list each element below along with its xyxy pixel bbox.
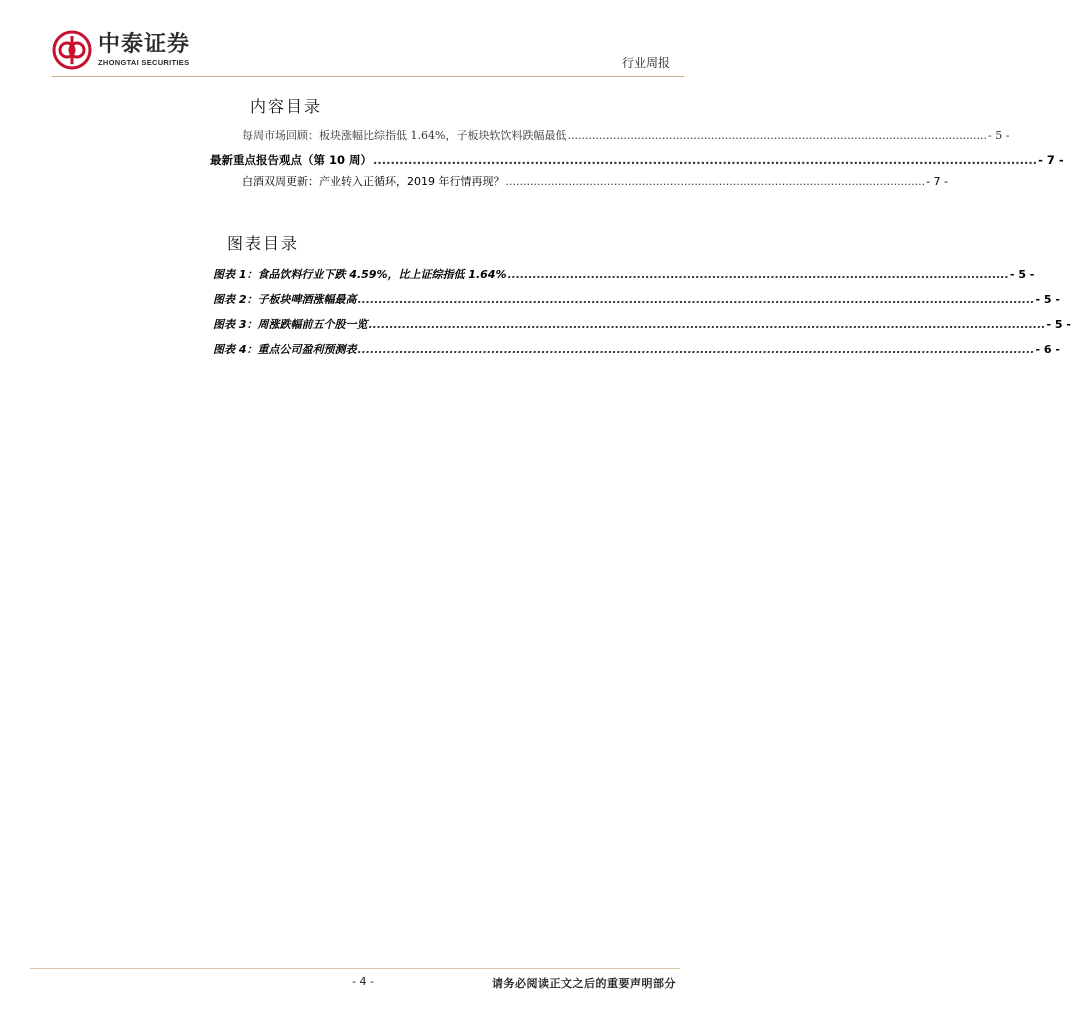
toc-entry-page: - 5 - <box>988 129 1010 142</box>
leader-dots: ........................................................................................................................ <box>567 129 988 142</box>
figure-entry[interactable] <box>213 291 1060 307</box>
toc-entry-label: 每周市场回顾：板块涨幅比综指低 1.64%，子板块软饮料跌幅最低 <box>242 129 567 142</box>
figure-entry[interactable] <box>213 316 1071 332</box>
toc-entry-label: 白酒双周更新：产业转入正循环，2019 年行情再现？ <box>242 175 505 188</box>
toc-heading: 内容目录 <box>250 97 323 116</box>
zhongtai-logo-icon <box>52 30 92 70</box>
toc-entry[interactable] <box>242 173 949 189</box>
leader-dots: .................................................................................................................................................................. <box>357 293 1035 306</box>
figure-entry-label: 图表 2：子板块啤酒涨幅最高 <box>213 293 357 306</box>
figure-entry[interactable] <box>213 266 1035 282</box>
report-type-label: 行业周报 <box>621 56 670 70</box>
figure-entry[interactable] <box>213 341 1060 357</box>
toc-entry-page: - 7 - <box>926 175 949 188</box>
figure-entry-page: - 6 - <box>1035 343 1060 356</box>
leader-dots: ........................................................................................................................ <box>507 268 1009 281</box>
figure-entry-label: 图表 4：重点公司盈利预测表 <box>213 343 357 356</box>
toc-entry-page: - 7 - <box>1038 153 1064 167</box>
figure-entry-page: - 5 - <box>1009 268 1035 281</box>
leader-dots: ........................................................................................................................ <box>505 175 926 188</box>
toc-entry[interactable] <box>210 152 1064 168</box>
leader-dots: .................................................................................................................................................................. <box>357 343 1035 356</box>
toc-entry-label: 最新重点报告观点（第 10 周） <box>210 153 373 167</box>
figure-entry-label: 图表 1：食品饮料行业下跌 4.59%，比上证综指低 1.64% <box>213 268 507 281</box>
figures-heading: 图表目录 <box>227 234 300 253</box>
leader-dots: ........................................................................................................................................................ <box>373 153 1038 167</box>
figure-entry-page: - 5 - <box>1046 318 1071 331</box>
leader-dots: .................................................................................................................................................................. <box>368 318 1046 331</box>
footer-divider <box>30 968 680 969</box>
company-logo <box>52 30 190 70</box>
header-divider <box>52 76 684 77</box>
logo-chinese-name: 中泰证券 <box>98 32 191 57</box>
page-number: - 4 - <box>352 975 374 988</box>
disclaimer-note: 请务必阅读正文之后的重要声明部分 <box>492 977 676 990</box>
toc-entry[interactable] <box>242 127 1010 143</box>
figure-entry-label: 图表 3：周涨跌幅前五个股一览 <box>213 318 368 331</box>
logo-english-name: ZHONGTAI SECURITIES <box>98 58 190 67</box>
figure-entry-page: - 5 - <box>1035 293 1060 306</box>
